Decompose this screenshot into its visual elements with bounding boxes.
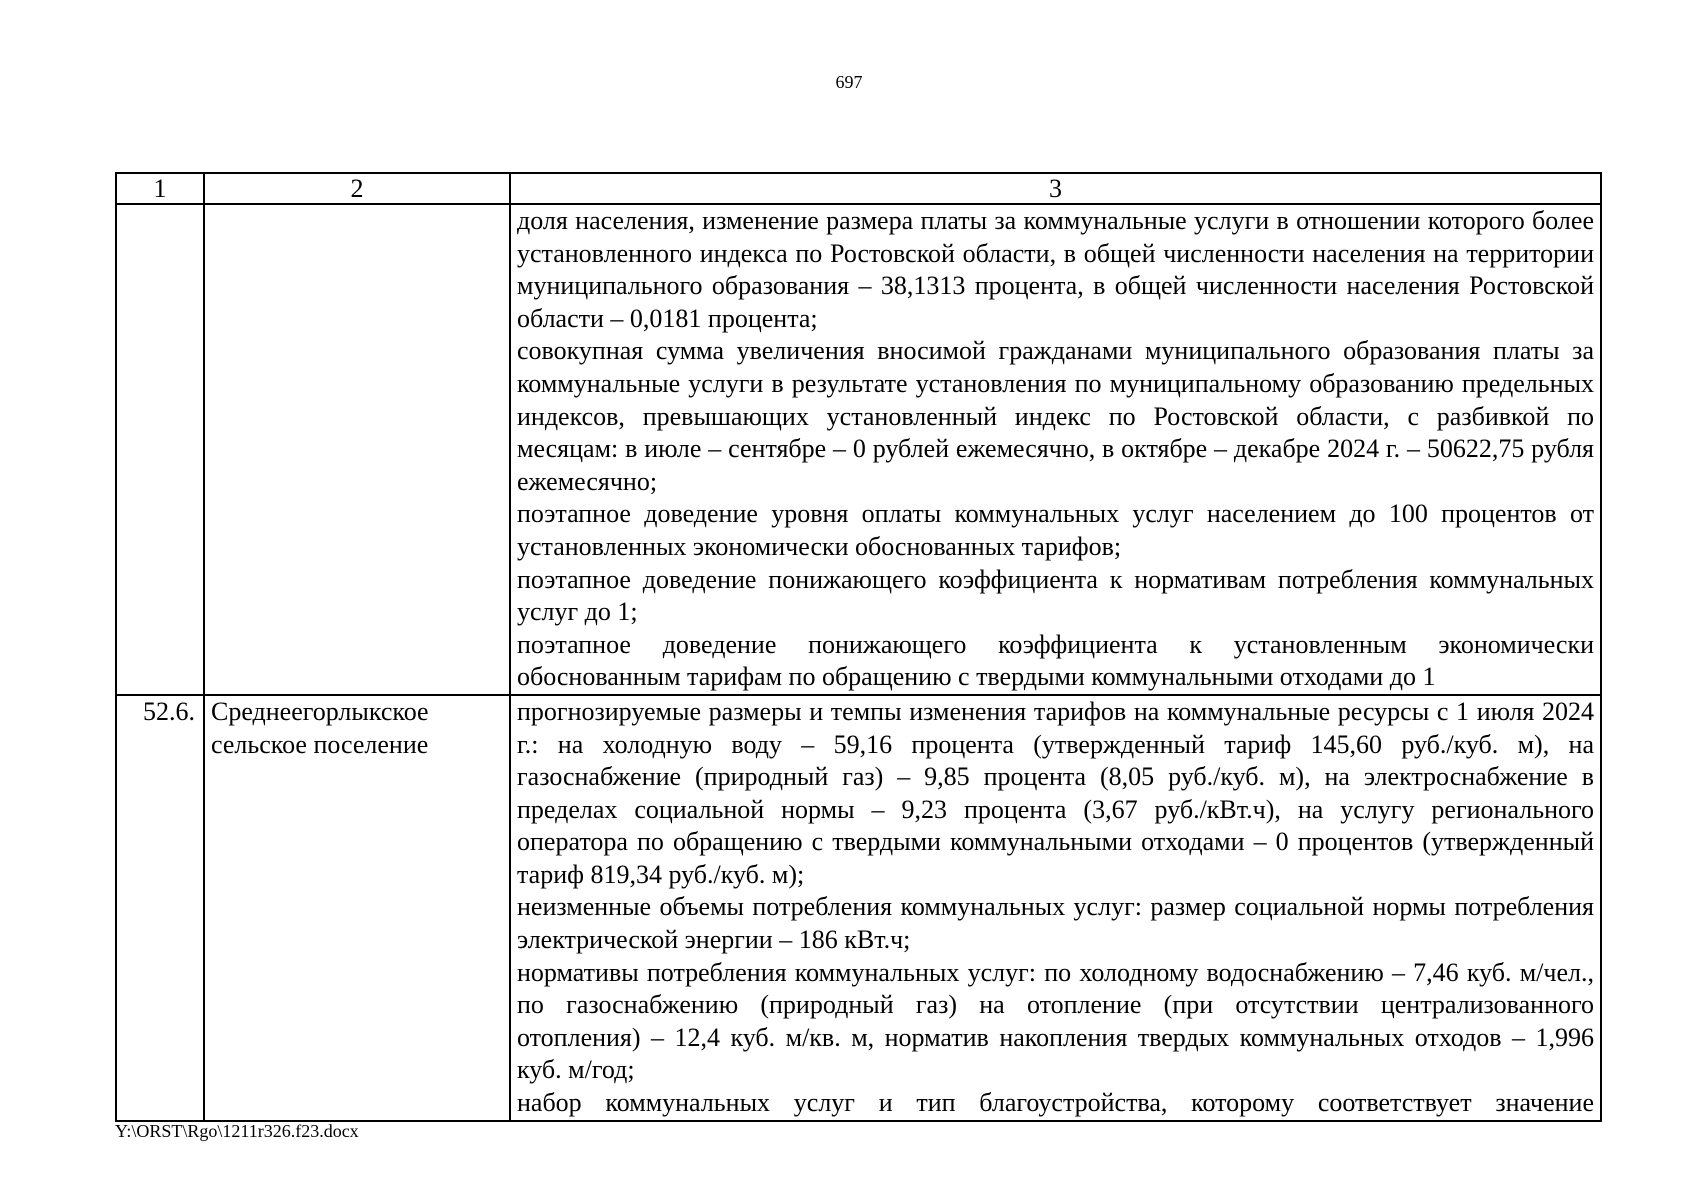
description-paragraph: доля населения, изменение размера платы за коммунальные услуги в отношении которого более установленного индекса по Ростовской области, в общей численности населения на территории муниципального образования – 38,1313 процента, в общей численности населения Ростовской области – 0,0181 процента; (517, 206, 1594, 333)
table-row (116, 204, 1601, 695)
column-header-2: 2 (204, 173, 510, 204)
row-description (510, 695, 1601, 1121)
description-paragraph: неизменные объемы потребления коммунальных услуг: размер социальной нормы потребления электрической энергии – 186 кВт.ч; (517, 892, 1594, 955)
row-number (116, 204, 204, 695)
row-number: 52.6. (116, 695, 204, 1121)
description-paragraph: прогнозируемые размеры и темпы изменения тарифов на коммунальные ресурсы с 1 июля 2024 г.: на холодную воду – 59,16 процента (утвержденный тариф 145,60 руб./куб. м), на газоснабжение (природный газ) – 9,85 процента (8,05 руб./куб. м), на электроснабжение в пределах социальной нормы – 9,23 процента (3,67 руб./кВт.ч), на услугу регионального оператора по обращению с твердыми коммунальными отходами – 0 процентов (утвержденный тариф 819,34 руб./куб. м); (517, 696, 1594, 889)
row-name: Среднеегорлыкское сельское поселение (204, 695, 510, 1121)
description-paragraph: набор коммунальных услуг и тип благоустройства, которому соответствует значение (517, 1088, 1594, 1118)
table-row (116, 695, 1601, 1121)
column-header-1: 1 (116, 173, 204, 204)
column-header-3: 3 (510, 173, 1601, 204)
description-paragraph: поэтапное доведение понижающего коэффициента к нормативам потребления коммунальных услуг до 1; (517, 564, 1594, 627)
row-description (510, 204, 1601, 695)
description-paragraph: совокупная сумма увеличения вносимой гражданами муниципального образования платы за коммунальные услуги в результате установления по муниципальному образованию предельных индексов, превышающих установленный индекс по Ростовской области, с разбивкой по месяцам: в июле – сентябре – 0 рублей ежемесячно, в октябре – декабре 2024 г. – 50622,75 рубля ежемесячно; (517, 336, 1594, 496)
page-number: 697 (835, 72, 863, 92)
table-header-row (116, 173, 1601, 204)
file-path-footer: Y:\ORST\Rgo\1211r326.f23.docx (115, 1121, 359, 1141)
description-paragraph: поэтапное доведение понижающего коэффициента к установленным экономически обоснованным тарифам по обращению с твердыми коммунальными отходами до 1 (517, 629, 1594, 692)
row-name (204, 204, 510, 695)
description-paragraph: поэтапное доведение уровня оплаты коммунальных услуг населением до 100 процентов от установленных экономически обоснованных тарифов; (517, 499, 1594, 561)
description-paragraph: нормативы потребления коммунальных услуг: по холодному водоснабжению – 7,46 куб. м/чел., по газоснабжению (природный газ) на отопление (при отсутствии централизованного отопления) – 12,4 куб. м/кв. м, норматив накопления твердых коммунальных отходов – 1,996 куб. м/год; (517, 957, 1594, 1085)
document-table (115, 172, 1602, 1122)
